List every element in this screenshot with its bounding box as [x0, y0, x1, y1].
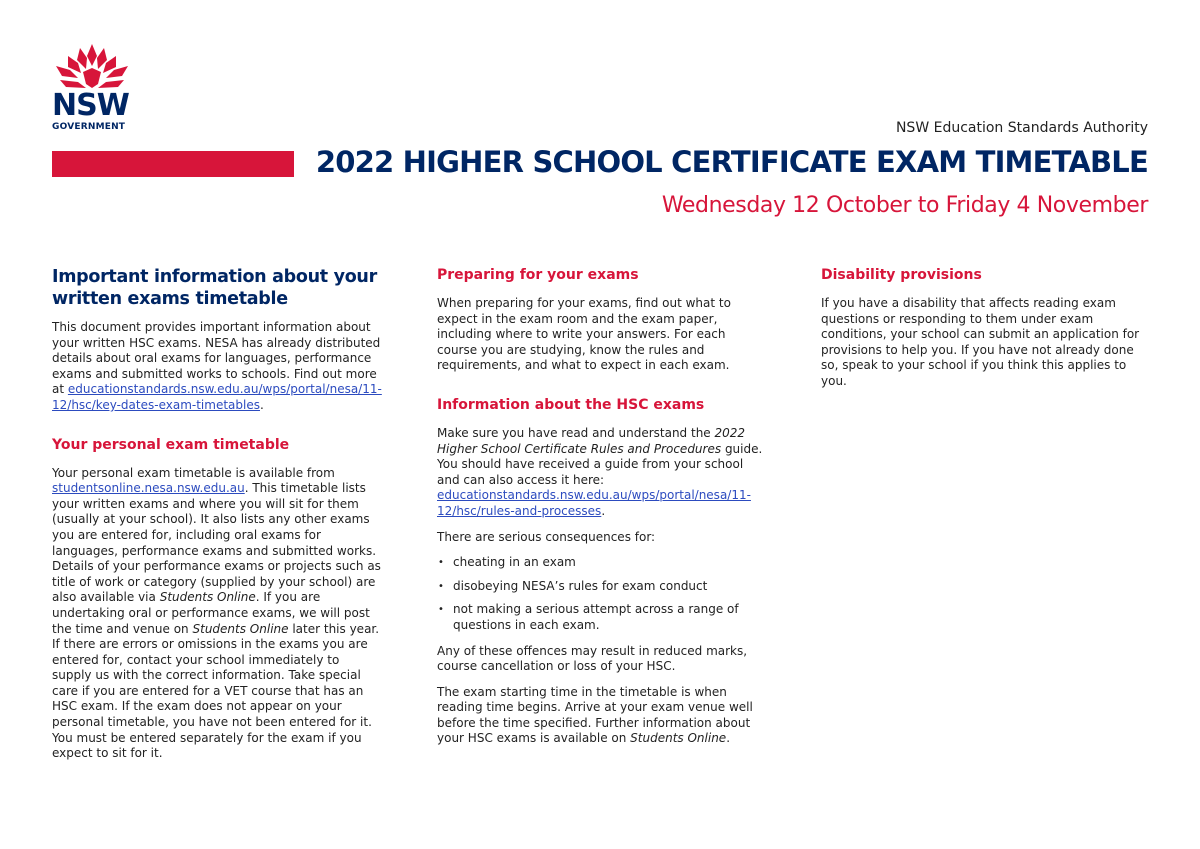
consequences-intro: There are serious consequences for:	[437, 529, 656, 544]
waratah-flower-icon	[50, 42, 134, 90]
key-dates-link[interactable]: educationstandards.nsw.edu.au/wps/portal/nesa/11-12/hsc/key-dates-exam-timetables	[52, 382, 382, 412]
personal-emphasis-2: Students Online	[192, 621, 289, 636]
rules-guide-title: 2022 Higher School Certificate Rules and Procedures	[437, 425, 746, 456]
personal-text-b: . This timetable lists your written exams and where you will sit for them (usually at your school). It also lists any other exams you are entered for, including oral exams for languages, performance exams and submitted works. Details of your performance exams or projects such as title of work or category (supplied by your school) are also available via	[52, 481, 381, 605]
disability-paragraph: If you have a disability that affects reading exam questions or responding to them under exam conditions, your school can submit an application for provisions to help you. If you have not already done so, speak to your school if you think this applies to you.	[821, 296, 1140, 388]
logo-government-text: GOVERNMENT	[52, 122, 126, 132]
page-title: 2022 HIGHER SCHOOL CERTIFICATE EXAM TIMETABLE	[315, 145, 1148, 179]
disability-heading: Disability provisions	[821, 267, 982, 283]
column-left	[52, 266, 382, 772]
preparing-paragraph: When preparing for your exams, find out what to expect in the exam room and the exam paper, including where to write your answers. For each course you are studying, know the rules and requirements, and what to expect in each exam.	[437, 296, 731, 373]
personal-text-a: Your personal exam timetable is available from	[52, 465, 335, 480]
students-online-link[interactable]: studentsonline.nesa.nsw.edu.au	[52, 481, 245, 496]
list-item: • disobeying NESA’s rules for exam conduct	[437, 579, 767, 595]
info-text-b: guide. You should have received a guide from your school and can also access it here:	[437, 441, 763, 487]
intro-text: This document provides important information about your written HSC exams. NESA has already distributed details about oral exams for languages, performance exams and submitted works to schools. Find out more at	[52, 320, 381, 397]
list-item: • not making a serious attempt across a range of questions in each exam.	[437, 602, 767, 633]
authority-name: NSW Education Standards Authority	[895, 120, 1148, 136]
nsw-government-logo	[50, 42, 140, 132]
preparing-heading: Preparing for your exams	[437, 267, 639, 283]
info-text-a: Make sure you have read and understand the	[437, 425, 711, 440]
hsc-info-paragraph	[437, 426, 767, 520]
column-right	[821, 266, 1151, 400]
column-middle	[437, 266, 767, 757]
personal-emphasis-1: Students Online	[159, 590, 256, 605]
important-info-heading: Important information about your written exams timetable	[52, 267, 377, 309]
offences-paragraph: Any of these offences may result in reduced marks, course cancellation or loss of your HSC.	[437, 643, 748, 674]
timing-paragraph	[437, 685, 767, 747]
info-end: .	[601, 503, 606, 518]
timing-end: .	[726, 731, 731, 746]
personal-timetable-heading: Your personal exam timetable	[52, 436, 290, 453]
intro-paragraph	[52, 320, 382, 414]
rules-processes-link[interactable]: educationstandards.nsw.edu.au/wps/portal/nesa/11-12/hsc/rules-and-processes	[437, 488, 751, 518]
hsc-info-heading: Information about the HSC exams	[437, 396, 705, 413]
personal-text-c: . If you are undertaking oral or performance exams, we will post the time and venue on	[52, 590, 370, 636]
intro-end: .	[259, 397, 264, 412]
consequences-list	[437, 555, 767, 633]
page-subtitle: Wednesday 12 October to Friday 4 November	[661, 193, 1148, 218]
personal-text-d: later this year. If there are errors or omissions in the exams you are entered for, contact your school immediately to supply us with the correct information. Take special care if you are entered for a VET course that has an HSC exam. If the exam does not appear on your personal timetable, you have not been entered for it. You must be entered separately for the exam if you expect to sit for it.	[52, 621, 380, 761]
timing-text: The exam starting time in the timetable is when reading time begins. Arrive at your exam venue well before the time specified. Further information about your HSC exams is available on	[437, 684, 753, 746]
personal-timetable-paragraph	[52, 466, 382, 762]
timing-emphasis: Students Online	[630, 731, 727, 746]
list-item: • cheating in an exam	[437, 555, 767, 571]
red-accent-bar	[52, 151, 294, 177]
logo-nsw-text: NSW	[52, 88, 129, 123]
